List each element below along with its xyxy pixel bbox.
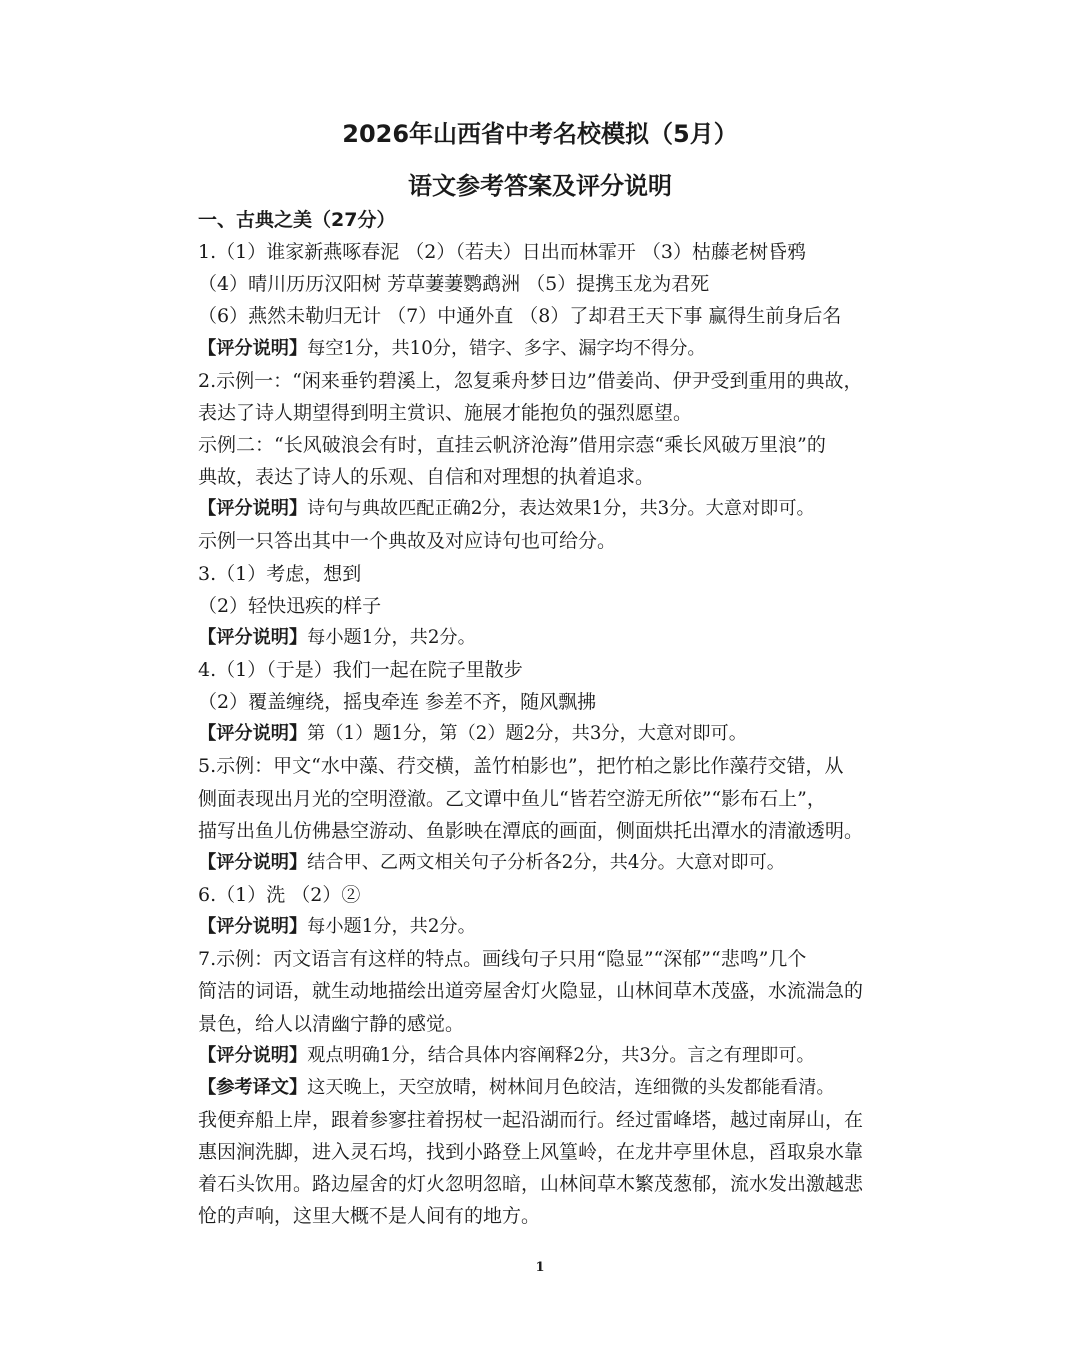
line-text: （4）晴川历历汉阳树 芳草萋萋鹦鹉洲 （5）提携玉龙为君死 bbox=[198, 273, 710, 296]
note-tag: 【评分说明】 bbox=[198, 1044, 308, 1066]
scoring-note-line bbox=[198, 1072, 898, 1104]
answer-line bbox=[198, 268, 898, 300]
line-text: 5.示例：甲文“水中藻、荇交横，盖竹柏影也”，把竹柏之影比作藻荇交错，从 bbox=[198, 755, 844, 778]
scoring-note-line bbox=[198, 847, 898, 879]
line-text: 景色，给人以清幽宁静的感觉。 bbox=[198, 1012, 465, 1035]
line-text: 4.（1）（于是）我们一起在院子里散步 bbox=[198, 658, 523, 681]
line-text: 着石头饮用。路边屋舍的灯火忽明忽暗，山林间草木繁茂葱郁，流水发出激越悲 bbox=[198, 1173, 864, 1196]
line-text: 6.（1）洗 （2）② bbox=[198, 883, 361, 906]
line-text: 示例一只答出其中一个典故及对应诗句也可给分。 bbox=[198, 530, 617, 553]
scoring-note-line bbox=[198, 622, 898, 654]
answer-line bbox=[198, 783, 898, 815]
note-tag: 【评分说明】 bbox=[198, 337, 308, 359]
answer-line bbox=[198, 429, 898, 461]
answer-line bbox=[198, 1008, 898, 1040]
line-text: 观点明确1分，结合具体内容阐释2分，共3分。言之有理即可。 bbox=[307, 1044, 815, 1066]
line-text: 惠因涧洗脚，进入灵石坞，找到小路登上风篁岭，在龙井亭里休息，舀取泉水靠 bbox=[198, 1141, 864, 1164]
answer-line bbox=[198, 590, 898, 622]
line-text: 7.示例：丙文语言有这样的特点。画线句子只用“隐显”“深郁”“悲鸣”几个 bbox=[198, 948, 807, 971]
answer-content bbox=[198, 204, 898, 1233]
answer-line bbox=[198, 365, 898, 397]
note-tag: 【参考译文】 bbox=[198, 1076, 308, 1098]
note-tag: 【评分说明】 bbox=[198, 498, 308, 520]
line-text: 3.（1）考虑，想到 bbox=[198, 562, 362, 585]
answer-line bbox=[198, 943, 898, 975]
note-tag: 【评分说明】 bbox=[198, 723, 308, 745]
line-text: （2）覆盖缠绕，摇曳牵连 参差不齐，随风飘拂 bbox=[198, 691, 597, 714]
line-text: 这天晚上，天空放晴，树林间月色皎洁，连细微的头发都能看清。 bbox=[307, 1076, 835, 1098]
line-text: 侧面表现出月光的空明澄澈。乙文谭中鱼儿“皆若空游无所依”“影布石上”， bbox=[198, 787, 826, 810]
answer-line bbox=[198, 397, 898, 429]
scoring-note-line bbox=[198, 911, 898, 943]
answer-line bbox=[198, 461, 898, 493]
note-tag: 【评分说明】 bbox=[198, 626, 308, 648]
answer-line bbox=[198, 975, 898, 1007]
line-text: 第（1）题1分，第（2）题2分，共3分，大意对即可。 bbox=[307, 723, 747, 745]
answer-line bbox=[198, 558, 898, 590]
line-text: 怆的声响，这里大概不是人间有的地方。 bbox=[198, 1205, 541, 1228]
section-heading: 一、古典之美（27分） bbox=[198, 209, 396, 231]
answer-lines bbox=[198, 236, 898, 1232]
line-text: （2）轻快迅疾的样子 bbox=[198, 594, 382, 617]
note-tag: 【评分说明】 bbox=[198, 851, 308, 873]
line-text: 简洁的词语，就生动地描绘出道旁屋舍灯火隐显，山林间草木茂盛，水流湍急的 bbox=[198, 980, 864, 1003]
line-text: 我便弃船上岸，跟着参寥拄着拐杖一起沿湖而行。经过雷峰塔，越过南屏山，在 bbox=[198, 1108, 864, 1131]
line-text: 典故，表达了诗人的乐观、自信和对理想的执着追求。 bbox=[198, 466, 655, 489]
answer-line bbox=[198, 1104, 898, 1136]
line-text: 每空1分，共10分，错字、多字、漏字均不得分。 bbox=[307, 337, 706, 359]
note-tag: 【评分说明】 bbox=[198, 916, 308, 938]
line-text: 结合甲、乙两文相关句子分析各2分，共4分。大意对即可。 bbox=[307, 851, 785, 873]
answer-line bbox=[198, 1136, 898, 1168]
line-text: 2.示例一：“闲来垂钓碧溪上，忽复乘舟梦日边”借姜尚、伊尹受到重用的典故， bbox=[198, 369, 863, 392]
line-text: 1.（1）谁家新燕啄春泥 （2）（若夫）日出而林霏开 （3）枯藤老树昏鸦 bbox=[198, 241, 806, 264]
line-text: 表达了诗人期望得到明主赏识、施展才能抱负的强烈愿望。 bbox=[198, 401, 693, 424]
line-text: 每小题1分，共2分。 bbox=[307, 626, 476, 648]
scoring-note-line bbox=[198, 493, 898, 525]
answer-line bbox=[198, 654, 898, 686]
scoring-note-line bbox=[198, 1040, 898, 1072]
line-text: 描写出鱼儿仿佛悬空游动、鱼影映在潭底的画面，侧面烘托出潭水的清澈透明。 bbox=[198, 819, 864, 842]
page-number: 1 bbox=[535, 1260, 545, 1275]
answer-line bbox=[198, 236, 898, 268]
page-subtitle: 语文参考答案及评分说明 bbox=[408, 172, 672, 200]
page-title: 2026年山西省中考名校模拟（5月） bbox=[342, 120, 738, 148]
answer-line bbox=[198, 1200, 898, 1232]
answer-line bbox=[198, 750, 898, 782]
line-text: （6）燕然未勒归无计 （7）中通外直 （8）了却君王天下事 赢得生前身后名 bbox=[198, 305, 842, 328]
scoring-note-line bbox=[198, 333, 898, 365]
answer-line bbox=[198, 686, 898, 718]
line-text: 示例二：“长风破浪会有时，直挂云帆济沧海”借用宗悫“乘长风破万里浪”的 bbox=[198, 433, 826, 456]
answer-line bbox=[198, 1168, 898, 1200]
answer-line bbox=[198, 525, 898, 557]
answer-line bbox=[198, 879, 898, 911]
answer-line bbox=[198, 815, 898, 847]
line-text: 每小题1分，共2分。 bbox=[307, 916, 476, 938]
scoring-note-line bbox=[198, 718, 898, 750]
answer-line bbox=[198, 300, 898, 332]
line-text: 诗句与典故匹配正确2分，表达效果1分，共3分。大意对即可。 bbox=[307, 498, 815, 520]
